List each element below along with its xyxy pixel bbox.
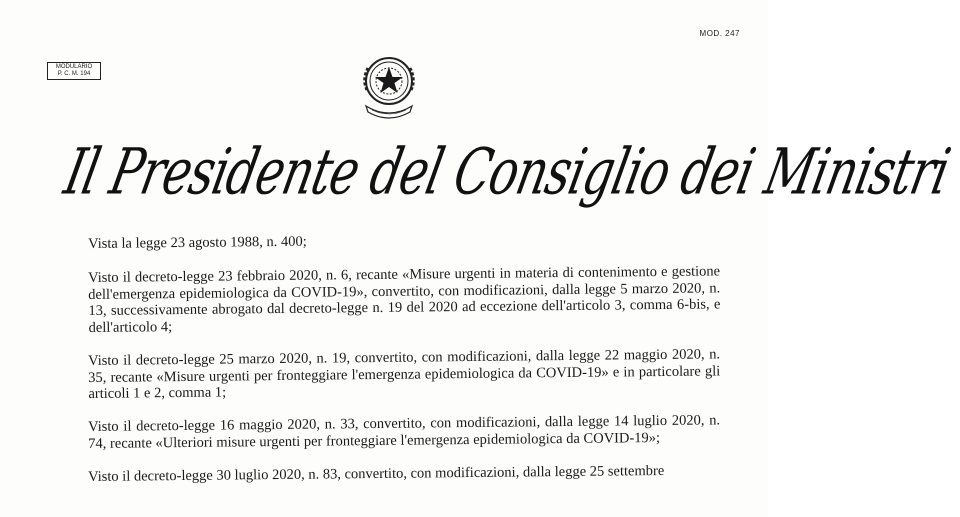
paragraph-5-partial: Visto il decreto-legge 30 luglio 2020, n. 83, convertito, con modificazioni, dalla legge 25 settembre <box>88 462 665 485</box>
italian-republic-emblem-icon <box>358 50 420 122</box>
paragraph-1: Vista la legge 23 agosto 1988, n. 400; <box>88 233 307 252</box>
paragraph-3: Visto il decreto-legge 25 marzo 2020, n. 19, convertito, con modificazioni, dalla legge 22 maggio 2020, n. 35, recante «Misure urgenti per fronteggiare l'emergenza epidemiologica da COVID-19» e in particolare gli articoli 1 e 2, comma 1; <box>88 345 721 402</box>
paragraph-4: Visto il decreto-legge 16 maggio 2020, n. 33, convertito, con modificazioni, dalla legge 14 luglio 2020, n. 74, recante «Ulteriori misure urgenti per fronteggiare l'emergenza epidemiologica da COVID-19»; <box>88 412 721 452</box>
mod-code: MOD. 247 <box>699 29 740 38</box>
stamp-line-2: P. C. M. 194 <box>57 71 91 77</box>
document-body <box>88 233 721 485</box>
modulario-stamp <box>47 62 101 80</box>
stamp-line-1: MODULARIO <box>55 64 93 70</box>
paragraph-2: Visto il decreto-legge 23 febbraio 2020, n. 6, recante «Misure urgenti in materia di contenimento e gestione dell'emergenza epidemiologica da COVID-19», convertito, con modificazioni, dalla legge 5 marzo 2020, n. 13, successivamente abrogato dal decreto-legge n. 19 del 2020 ad eccezione dell'articolo 3, comma 6-bis, e dell'articolo 4; <box>88 262 721 335</box>
page-title: Il Presidente del Consiglio dei Ministri <box>58 135 956 210</box>
